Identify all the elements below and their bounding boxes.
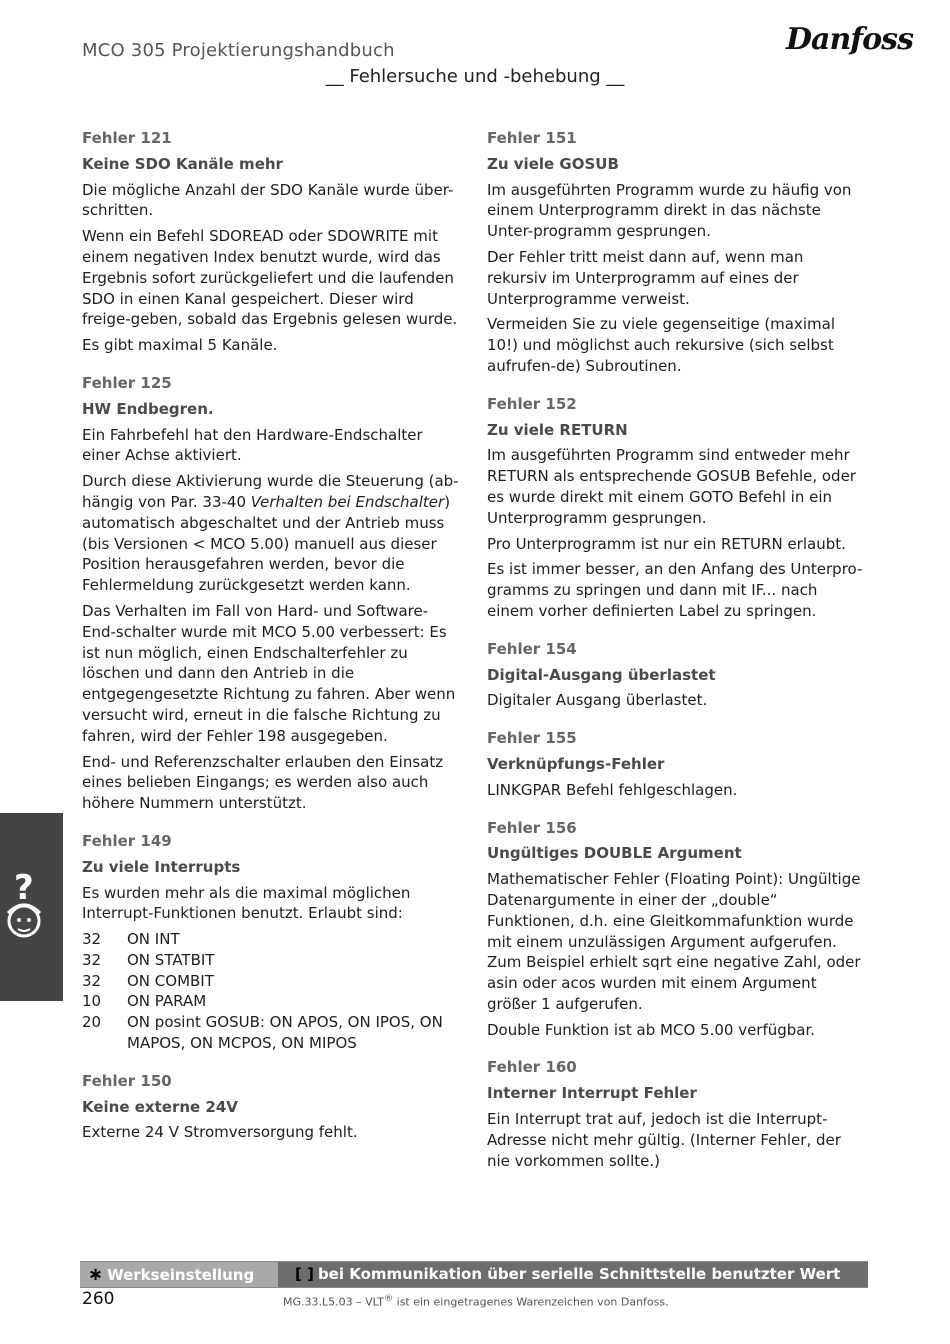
error-title: Zu viele GOSUB <box>487 154 619 173</box>
list-item-count: 32 <box>82 971 102 990</box>
page-number: 260 <box>82 1289 115 1309</box>
trademark-text: ist ein eingetragenes Warenzeichen von Danfoss. <box>393 1295 669 1309</box>
error-paragraph: Im ausgeführten Programm sind entweder mehr RETURN als entsprechende GOSUB Befehle, oder es wurde direkt mit einem GOTO Befehl in ein Unterprogramm gesprungen. <box>487 446 856 527</box>
error-paragraph: Digitaler Ausgang überlastet. <box>487 691 708 710</box>
error-paragraph: End- und Referenzschalter erlauben den Einsatz eines belieben Eingangs; es werden also auch höhere Nummern unterstützt. <box>82 752 444 813</box>
error-paragraph: Double Funktion ist ab MCO 5.00 verfügbar. <box>487 1020 816 1039</box>
error-paragraph: Vermeiden Sie zu viele gegenseitige (maximal 10!) und möglichst auch rekursive (sich selbst aufrufen-de) Subroutinen. <box>487 315 835 375</box>
right-column <box>487 128 865 1188</box>
error-title: Zu viele Interrupts <box>82 857 241 876</box>
error-paragraph: Wenn ein Befehl SDOREAD oder SDOWRITE mit einem negativen Index benutzt wurde, wird das Ergebnis sofort zurückgeliefert und die laufenden SDO in einen Kanal gespeichert. Dieser wird freige-geben, sobald das Ergebnis gelesen wurde. <box>82 227 458 329</box>
error-paragraph: Mathematischer Fehler (Floating Point): Ungültige Datenargumente in einer der „double“ Funktionen, d.h. eine Gleitkommafunktion wurde mit einem unzulässigen Argument aufgerufen. Zum Beispiel erhielt sqrt eine negative Zahl, oder asin oder acos wurden mit einem Argument größer 1 aufgerufen. <box>487 870 861 1013</box>
error-code: Fehler 156 <box>487 818 577 837</box>
list-item <box>82 929 462 950</box>
trademark-note <box>283 1293 669 1309</box>
error-title: Digital-Ausgang überlastet <box>487 665 716 684</box>
error-title: Zu viele RETURN <box>487 420 628 439</box>
error-paragraph: Externe 24 V Stromversorgung fehlt. <box>82 1123 358 1142</box>
text-run: Durch diese Aktivierung wurde die Steuerung (ab-hängig von Par. 33-40 <box>82 472 459 511</box>
error-entry-154 <box>487 639 865 711</box>
footer-legend-default <box>88 1262 254 1288</box>
list-item-count: 32 <box>82 930 102 949</box>
error-paragraph: Ein Fahrbefehl hat den Hardware-Endschalter einer Achse aktiviert. <box>82 425 423 465</box>
error-code: Fehler 155 <box>487 729 577 748</box>
error-code: Fehler 151 <box>487 129 577 147</box>
error-paragraph: Der Fehler tritt meist dann auf, wenn man rekursiv im Unterprogramm auf eines der Unterprogramme verweist. <box>487 247 804 308</box>
error-entry-151 <box>487 128 865 377</box>
document-title: MCO 305 Projektierungshandbuch <box>82 40 395 61</box>
section-title: __ Fehlersuche und -behebung __ <box>325 66 625 87</box>
error-title: HW Endbegren. <box>82 399 214 418</box>
footer-default-label: Werkseinstellung <box>107 1266 255 1284</box>
interrupt-limit-list <box>82 929 462 1054</box>
parameter-name: Verhalten bei Endschalter <box>250 492 445 511</box>
list-item-count: 32 <box>82 950 102 969</box>
text-run: ) automatisch abgeschaltet und der Antrieb muss (bis Versionen < MCO 5.00) manuell aus dieser Position herausgefahren werden, bevor die Fehlermeldung zurückgesetzt werden kann. <box>82 492 451 595</box>
error-title: Keine externe 24V <box>82 1097 238 1116</box>
error-entry-150 <box>82 1071 462 1143</box>
error-title: Ungültiges DOUBLE Argument <box>487 844 742 863</box>
footer-legend-serial <box>295 1262 840 1287</box>
list-item-text: ON posint GOSUB: ON APOS, ON IPOS, ON MAPOS, ON MCPOS, ON MIPOS <box>127 1013 443 1053</box>
error-paragraph: Es gibt maximal 5 Kanäle. <box>82 336 278 355</box>
error-title: Interner Interrupt Fehler <box>487 1084 697 1103</box>
question-face-icon <box>0 813 63 1001</box>
list-item-text: ON INT <box>127 930 180 949</box>
left-column <box>82 128 462 1160</box>
error-entry-149 <box>82 831 462 1054</box>
error-entry-160 <box>487 1057 865 1171</box>
brackets-symbol: [ ] <box>295 1265 314 1283</box>
trademark-text: MG.33.L5.03 – VLT <box>283 1295 384 1309</box>
error-paragraph: Pro Unterprogramm ist nur ein RETURN erlaubt. <box>487 534 846 553</box>
list-item <box>82 971 462 992</box>
error-code: Fehler 154 <box>487 639 577 658</box>
error-title: Keine SDO Kanäle mehr <box>82 154 283 173</box>
list-item <box>82 1012 462 1054</box>
error-code: Fehler 152 <box>487 394 577 413</box>
error-paragraph: Ein Interrupt trat auf, jedoch ist die Interrupt-Adresse nicht mehr gültig. (Interner Fehler, der nie vorkommen sollte.) <box>487 1110 841 1170</box>
list-item <box>82 950 462 971</box>
asterisk-symbol: ∗ <box>88 1264 104 1285</box>
error-entry-125 <box>82 373 462 814</box>
error-title: Verknüpfungs-Fehler <box>487 754 665 773</box>
error-paragraph: Es ist immer besser, an den Anfang des Unterpro-gramms zu springen und dann mit IF... nach einem vorher definierten Label zu springen. <box>487 560 863 620</box>
footer-serial-label: bei Kommunikation über serielle Schnittstelle benutzter Wert <box>317 1265 841 1283</box>
error-paragraph: Die mögliche Anzahl der SDO Kanäle wurde über-schritten. <box>82 180 454 220</box>
error-paragraph-parameter-ref <box>82 471 462 596</box>
error-code: Fehler 149 <box>82 831 172 850</box>
error-code: Fehler 150 <box>82 1071 172 1090</box>
logo-wordmark: Danfoss <box>786 22 913 57</box>
error-paragraph: Es wurden mehr als die maximal möglichen Interrupt-Funktionen benutzt. Erlaubt sind: <box>82 883 411 923</box>
error-entry-155 <box>487 728 865 800</box>
error-entry-156 <box>487 818 865 1041</box>
list-item-count: 10 <box>82 992 102 1011</box>
error-paragraph: LINKGPAR Befehl fehlgeschlagen. <box>487 780 738 799</box>
danfoss-logo <box>786 22 913 64</box>
error-entry-152 <box>487 394 865 622</box>
error-paragraph: Das Verhalten im Fall von Hard- und Software-End-schalter wurde mit MCO 5.00 verbessert: Es ist nun möglich, einen Endschalterfehler zu löschen und dann den Antrieb in die entgegengesetzte Richtung zu fahren. Aber wenn versucht wird, erneut in die falsche Richtung zu fahren, wird der Fehler 198 ausgegeben. <box>82 601 456 745</box>
error-paragraph: Im ausgeführten Programm wurde zu häufig von einem Unterprogramm direkt in das nächste Unter-programm gesprungen. <box>487 180 852 241</box>
error-code: Fehler 160 <box>487 1058 577 1077</box>
footer-legend-bar <box>80 1261 868 1288</box>
list-item <box>82 991 462 1012</box>
error-code: Fehler 125 <box>82 373 172 392</box>
error-entry-121 <box>82 128 462 356</box>
chapter-side-tab <box>0 813 63 1001</box>
svg-text:?: ? <box>14 868 34 908</box>
list-item-text: ON PARAM <box>127 992 207 1011</box>
list-item-count: 20 <box>82 1013 102 1032</box>
list-item-text: ON STATBIT <box>127 950 215 969</box>
list-item-text: ON COMBIT <box>127 971 214 990</box>
error-code: Fehler 121 <box>82 129 172 147</box>
registered-mark: ® <box>383 1293 394 1304</box>
